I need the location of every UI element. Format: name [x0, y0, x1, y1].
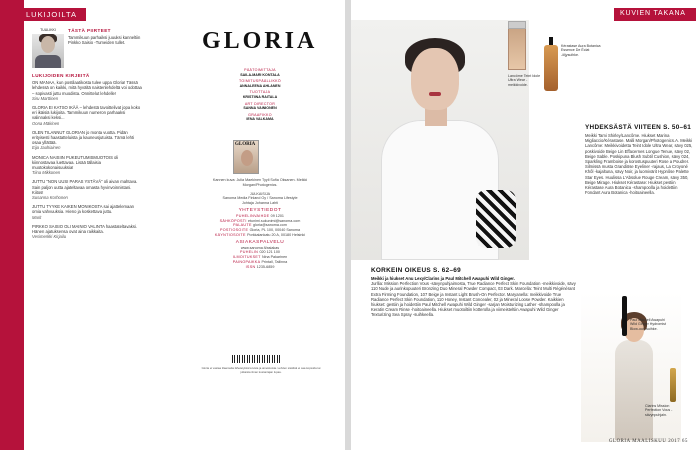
- oil-product: [544, 45, 558, 91]
- masthead-name: IENA VALKAMA: [246, 117, 274, 122]
- credits-heading-2: KORKEIN OIKEUS S. 62–69: [371, 267, 462, 274]
- letter-block: [32, 155, 142, 176]
- masthead: [230, 68, 290, 124]
- cover-credit: Kannen kuva: Julia Maekinen Tyyli Sofia Oksanen. Meikki Morgan/Photogenics.: [212, 178, 308, 187]
- fine-print: Gloria ei vastaa tilaamatta lähetetyistä kuvista ja aineistoista. Lehden sisältöä ei saa kopioida tai julkaista ilman kustantajan lupaa.: [201, 366, 321, 374]
- foundation-label: Lancôme Teint Idole Ultra Wear -meikkivoide.: [508, 74, 541, 87]
- letter-block: [32, 179, 142, 200]
- info-value: Gloria, PL 100, 00040 Sanoma: [249, 228, 301, 233]
- letter-text: ON MANAA, kun postilaatikosta tulee uppa Gloria! Tässä lehdessä on kaikki, mitä hyvältä naistenlehdeltä voi odottaa – sopivasti juttu muodista. Onnittelut lehdelle!: [32, 80, 142, 96]
- publisher-line: Sanoma Media Finland Oy / Sanoma Lifestyle: [222, 196, 298, 201]
- letter-text: OLEN TILANNUT GLORIAN jo monta vuotta. Pidän erityisesti haastatteluista ja kauneusjutuista. Tämä lehti osaa yllättää.: [32, 129, 135, 146]
- right-page: [351, 0, 696, 450]
- spray-product: [622, 296, 627, 336]
- letter-block: [32, 224, 142, 240]
- page-footer: GLORIA MAALISKUU 2017 65: [608, 439, 688, 444]
- masthead-name: KRISTIINA RAITALA: [242, 94, 278, 99]
- publisher-lines: [200, 192, 320, 206]
- info-value: 09 1201: [270, 213, 284, 218]
- masthead-role: TOIMITUSPÄÄLLIKKÖ: [239, 79, 281, 84]
- info-label: PALAUTE: [233, 223, 254, 228]
- left-page: [0, 0, 345, 450]
- info-label: ILMOITUKSET: [232, 255, 262, 260]
- publisher-info: [200, 178, 320, 270]
- article-credits-2: [371, 267, 576, 318]
- masthead-column: [198, 28, 318, 55]
- serum-product: [670, 368, 676, 402]
- masthead-name: SAILA-MARI KONTALA: [240, 72, 280, 77]
- service-heading: ASIAKASPALVELU: [235, 239, 285, 245]
- gloria-logo: GLORIA: [202, 28, 318, 54]
- info-label: KÄYNTIOSOITE: [214, 232, 248, 237]
- contacts-list: [200, 214, 320, 238]
- publisher-line: Johtaja Johanna Lahti: [241, 201, 279, 206]
- info-label: PUHELINVAIHDE: [235, 213, 271, 218]
- credits-text-1: Meikki Tami Shirley/Lancôme. Hiukset Marina Migliaccio/Kérastase. Malli Morgan/Photogenics.A. Meikki Lancôme: Meikkivoidetta Teint Idole Ultra Wear, sävy 025, poskivoide Beige Lin Effacernes Longue Tenue, sävy 02, Beige Sable. Poskipuna Blush Subtil Cushion, sävy 024, Sparkling Framboise ja korostuspuuteri Rose a Poudrer. Silmissä musta Grandiöse Eyeliner -rajaus, La Croyoné Khôl -kajaltuna, sävy Noir, ja luomivärit Hypnôse Palette Star Eyes. Huulissa L'Absolue Rouge Cream, sävy 350, Beige Mirage. Hiukset Kérastase: Hiukset pestiin Kérastase Aura Botanica -shampoolla ja hoidettiin Fondant Aura Botanica -hoitoaineella.: [585, 133, 693, 196]
- info-label: PAINOPAIKKA: [232, 259, 262, 264]
- letter-signature: Marit: [32, 214, 42, 220]
- info-value: 1235-6859: [256, 264, 275, 269]
- contacts-heading: YHTEYSTIEDOT: [238, 207, 282, 213]
- article-credits-1: [585, 124, 693, 195]
- masthead-role: TUOTTAJA: [249, 90, 271, 95]
- letter-signature: Susanna Korhonen: [32, 195, 68, 201]
- letters-column: [32, 28, 142, 243]
- letter-signature: Siru Marttinen: [32, 95, 59, 101]
- masthead-role: GRAAFIKKO: [248, 112, 272, 117]
- section-tab: LUKIJOILTA: [0, 8, 86, 21]
- spray-label: Paul Mitchell Awapuhi Wild Ginger Hydromist Blow-out -suihke.: [630, 318, 666, 331]
- info-value: www.sanoma.fi/asiakas: [240, 245, 280, 250]
- serum-label: Clarins Mission Perfection Vous -sävynpuhjain.: [645, 404, 673, 417]
- info-value: 020 121 100: [259, 250, 280, 255]
- letters-list: [32, 80, 142, 239]
- featured-letter-box: [32, 28, 142, 68]
- letter-signature: Eija Jauhiainen: [32, 145, 61, 151]
- letter-text: JUTTU TYYKE KAIKEN MONIKOSTA sai ajattelemaan omia vahvuuksia. Hieno ja koskettava juttu.: [32, 204, 135, 215]
- letter-block: [32, 80, 142, 101]
- letter-text: PIRKKO SAISIO OLI MAINIO VALINTA haastateltavaksi. Hänen ajatuksensa ovat aina raikkaita.: [32, 223, 138, 235]
- info-value: Printall, Tallinna: [261, 259, 288, 264]
- oil-label: Kérastase Aura Botanica Essence De Éclat -öljysuihke.: [561, 44, 601, 57]
- letter-block: [32, 130, 142, 151]
- credits-heading-1: YHDEKSÄSTÄ VIITEEN S. 50–61: [585, 124, 692, 131]
- info-value: etunimi.sukunimi@sanoma.com: [247, 218, 301, 223]
- cover-thumbnail: [233, 140, 259, 174]
- accent-band: [0, 0, 24, 450]
- info-row: [200, 265, 320, 270]
- barcode: [232, 355, 282, 363]
- masthead-name: ANNALEENA AHLANEN: [239, 83, 281, 88]
- portrait-tag: TUULIKKI: [32, 28, 64, 34]
- info-row: [200, 233, 320, 238]
- info-label: POSTIOSOITE: [219, 228, 250, 233]
- section-tab-right: KUVIEN TAKANA: [614, 8, 696, 21]
- masthead-name: SANNA VAINIONEN: [243, 106, 277, 111]
- second-model-photo: [581, 292, 681, 442]
- letter-text: JUTTU "NON UUSI PARAS YSTÄVÄ" oli aivan mahtava. Sain paljon uutta ajateltavaa omasta hyvinvoinnistani. Kiitos!: [32, 179, 138, 195]
- letters-kicker: LUKIJOIDEN KIRJEITÄ: [32, 73, 90, 78]
- model-photo: [351, 20, 529, 260]
- info-label: ISSN: [245, 264, 257, 269]
- info-value: gloria@sanoma.com: [253, 223, 287, 228]
- info-value: Porkkalankatu 20 A, 00180 Helsinki: [247, 232, 306, 237]
- letter-signature: Vesimerkki Kirjailu: [32, 234, 67, 240]
- masthead-role: PÄÄTOIMITTAJA: [244, 68, 276, 72]
- service-list: [200, 246, 320, 270]
- letter-signature: Oona Mäkinen: [32, 120, 60, 126]
- reader-portrait: [32, 28, 64, 68]
- masthead-role: ART DIRECTOR: [244, 101, 276, 106]
- letter-text: MONICA NAISIIN PUKEUTUMISMUOTOIS oli kiinnostavaa luettavaa. Lisää tällaisia muotokokonaisuuksia!: [32, 154, 119, 171]
- sidebox-text: Tammikuun parhaiksi juuuksi kanneltiin Pinkko Saisio -Tumeiden tullet.: [68, 35, 141, 46]
- info-label: SÄHKÖPOSTI: [219, 218, 248, 223]
- credits-lead-2: Meikki ja hiukset Anu Lexy/Clarins ja Paul Mitchell Awapuhi Wild Ginger.: [371, 276, 515, 281]
- credits-text-2: Jurllia: Mission Perfection Vous -sävynpuhjaimosta, True Radiance Perfect Skin Foundation -meikkivoide, sävy 110 Nude ja aurinkopuuteri Bronzing Duo Mineral Powder Compact, 03 Dark. Marcella: Teint Multi Régénérant Extra Firming Foundation, 107 Beige ja Instant Light Brush-On Perfector. Maryanella: meikkivoide True Radiance Perfect Skin Foundation, 110 Honey, Instant Concealer, 02 ja Mineral Loose Powder. Kaikkien hiukset: gestiin ja hoidettiin Paul Mitchell Awapuhi Wild Ginger -sarjan Moisturizing Lather -shampoolla ja Keratin Cream Rinse -hoitoaineella. Hiukset muotoiltiin kotterolla ja viimeisteltiin Awapuhi Wild Ginger Texturizing Sea Spray -suihkeella.: [371, 281, 576, 318]
- cover-title: GLORIA: [235, 142, 256, 147]
- sidebox-kicker: TÄSTÄ PIIRTEET: [68, 28, 111, 33]
- info-label: PUHELIN: [240, 250, 260, 255]
- letter-block: [32, 204, 142, 220]
- letter-block: [32, 105, 142, 126]
- foundation-product: [508, 28, 526, 70]
- letter-signature: Tiina Mikkonen: [32, 170, 61, 176]
- letter-text: GLORIA EI KATSO IKÄÄ – lehdestä tavoittelivat jopa koko eri ikäisiä lukijoita. Tammikuun numeron parhaaksi valinnaksi keksi...: [32, 105, 141, 121]
- publisher-line: JULKAISIJA: [249, 191, 271, 196]
- info-value: Nina Pakarinen: [261, 255, 288, 260]
